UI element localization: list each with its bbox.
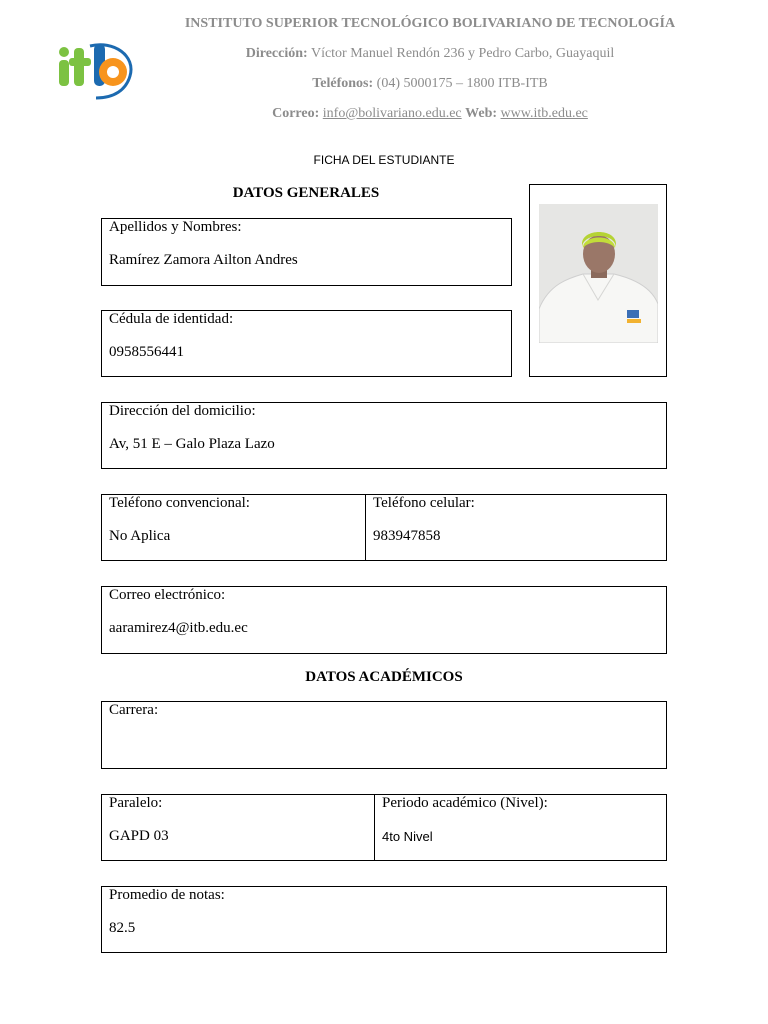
student-photo — [539, 204, 658, 343]
header-contact — [140, 106, 720, 122]
grades-label: Promedio de notas: — [109, 887, 225, 903]
student-photo-frame — [529, 184, 667, 377]
phones-value: (04) 5000175 – 1800 ITB-ITB — [376, 76, 548, 91]
home-address-value: Av, 51 E – Galo Plaza Lazo — [109, 436, 275, 452]
home-address-label: Dirección del domicilio: — [109, 403, 256, 419]
section-period-row — [101, 794, 667, 861]
student-email-field — [101, 586, 667, 654]
landline-value: No Aplica — [109, 528, 171, 544]
phones-label: Teléfonos: — [312, 76, 374, 91]
header-address — [140, 46, 720, 62]
address-label: Dirección: — [245, 46, 308, 61]
mobile-value: 983947858 — [373, 528, 441, 544]
address-field — [101, 402, 667, 469]
id-field — [101, 310, 512, 377]
address-value: Víctor Manuel Rendón 236 y Pedro Carbo, Guayaquil — [310, 46, 615, 61]
names-value: Ramírez Zamora Ailton Andres — [109, 252, 298, 268]
web-label: Web: — [465, 106, 498, 121]
phones-field-row — [101, 494, 667, 561]
section-label: Paralelo: — [109, 795, 163, 811]
landline-cell — [102, 495, 365, 560]
email-label: Correo: — [272, 106, 320, 121]
academic-section-title: DATOS ACADÉMICOS — [305, 669, 463, 685]
career-label: Carrera: — [109, 702, 159, 718]
mobile-label: Teléfono celular: — [373, 495, 475, 511]
general-section-title: DATOS GENERALES — [232, 185, 380, 201]
section-value: GAPD 03 — [109, 828, 169, 844]
period-label: Periodo académico (Nivel): — [382, 795, 548, 811]
itb-logo — [56, 40, 134, 102]
grades-value: 82.5 — [109, 920, 136, 936]
section-cell — [102, 795, 374, 860]
form-title: FICHA DEL ESTUDIANTE — [313, 153, 455, 167]
landline-label: Teléfono convencional: — [109, 495, 250, 511]
grades-field — [101, 886, 667, 953]
names-field — [101, 218, 512, 286]
id-label: Cédula de identidad: — [109, 311, 234, 327]
institution-name: INSTITUTO SUPERIOR TECNOLÓGICO BOLIVARIANO DE TECNOLOGÍA — [184, 16, 676, 31]
mobile-cell — [366, 495, 666, 560]
web-link[interactable]: www.itb.edu.ec — [500, 106, 588, 121]
period-value: 4to Nivel — [382, 829, 433, 844]
career-field — [101, 701, 667, 769]
names-label: Apellidos y Nombres: — [109, 219, 242, 235]
student-email-value: aaramirez4@itb.edu.ec — [109, 620, 248, 636]
id-value: 0958556441 — [109, 344, 184, 360]
email-link[interactable]: info@bolivariano.edu.ec — [322, 106, 462, 121]
period-cell — [375, 795, 666, 860]
header-phones — [140, 76, 720, 92]
student-email-label: Correo electrónico: — [109, 587, 226, 603]
